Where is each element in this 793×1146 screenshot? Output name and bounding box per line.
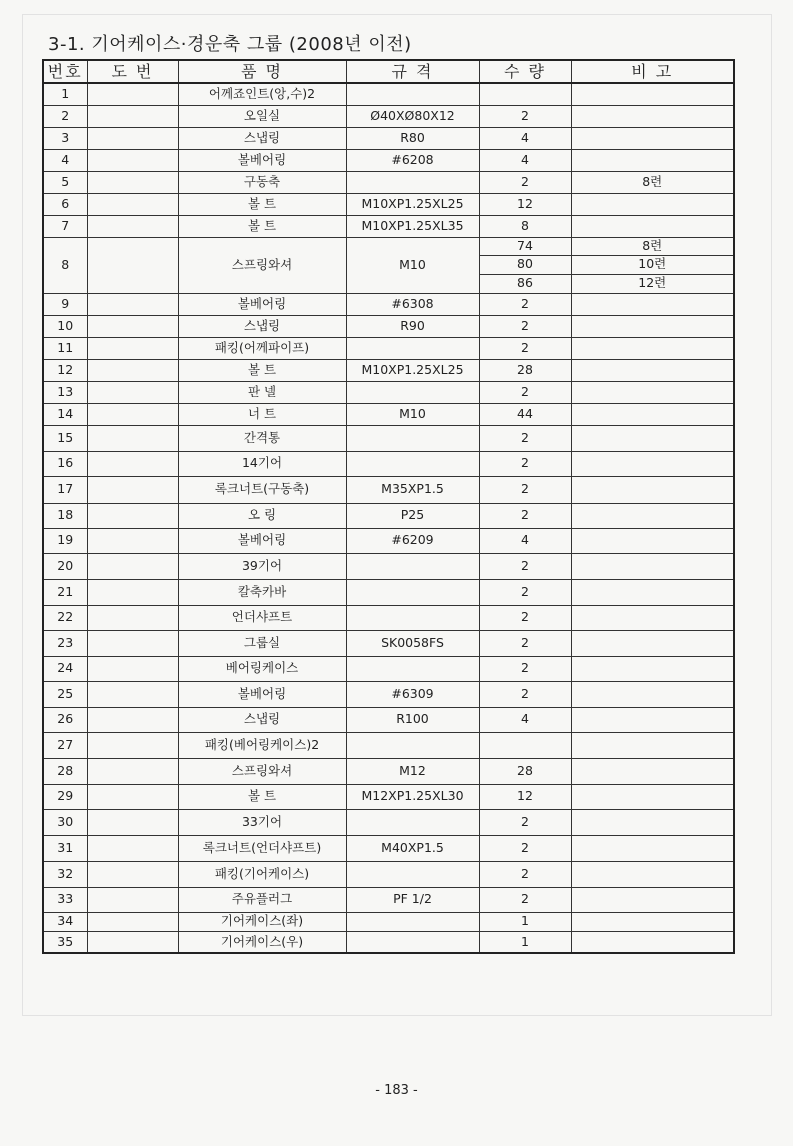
- table-row: [43, 337, 734, 359]
- cell-quantity: 2: [479, 315, 571, 337]
- table-row: [43, 809, 734, 835]
- cell-drawing: [87, 732, 178, 758]
- cell-spec: M10XP1.25XL25: [346, 359, 479, 381]
- cell-remarks: [571, 315, 734, 337]
- parts-table: [42, 59, 735, 954]
- table-row: [43, 403, 734, 425]
- cell-drawing: [87, 476, 178, 503]
- cell-spec: #6308: [346, 293, 479, 315]
- cell-remarks: [571, 83, 734, 105]
- cell-quantity: 2: [479, 605, 571, 630]
- cell-remarks: [571, 193, 734, 215]
- cell-part-name: 33기어: [178, 809, 346, 835]
- cell-quantity: 12: [479, 784, 571, 809]
- cell-drawing: [87, 758, 178, 784]
- cell-drawing: [87, 528, 178, 553]
- cell-quantity: 2: [479, 503, 571, 528]
- table-row: [43, 193, 734, 215]
- cell-number: 27: [43, 732, 87, 758]
- header-spec: 규 격: [346, 60, 479, 83]
- cell-spec: [346, 656, 479, 681]
- cell-part-name: 볼 트: [178, 215, 346, 237]
- cell-remarks: 10련: [571, 255, 734, 274]
- cell-drawing: [87, 503, 178, 528]
- cell-part-name: 록크너트(구동축): [178, 476, 346, 503]
- cell-number: 21: [43, 579, 87, 605]
- cell-part-name: 볼베어링: [178, 681, 346, 707]
- cell-spec: R90: [346, 315, 479, 337]
- cell-part-name: 볼 트: [178, 784, 346, 809]
- cell-drawing: [87, 315, 178, 337]
- table-row: [43, 707, 734, 732]
- cell-quantity: 1: [479, 931, 571, 953]
- cell-remarks: [571, 835, 734, 861]
- cell-drawing: [87, 887, 178, 912]
- cell-remarks: [571, 579, 734, 605]
- cell-number: 16: [43, 451, 87, 476]
- cell-spec: M10XP1.25XL25: [346, 193, 479, 215]
- cell-part-name: 스냅링: [178, 315, 346, 337]
- cell-number: 17: [43, 476, 87, 503]
- table-row: [43, 630, 734, 656]
- cell-quantity: 86: [479, 274, 571, 293]
- cell-remarks: [571, 425, 734, 451]
- cell-spec: [346, 553, 479, 579]
- cell-spec: [346, 425, 479, 451]
- cell-number: 8: [43, 237, 87, 293]
- cell-drawing: [87, 293, 178, 315]
- cell-quantity: 2: [479, 809, 571, 835]
- cell-quantity: 2: [479, 293, 571, 315]
- cell-remarks: [571, 476, 734, 503]
- cell-drawing: [87, 127, 178, 149]
- cell-quantity: 2: [479, 887, 571, 912]
- cell-quantity: 2: [479, 171, 571, 193]
- cell-part-name: 기어케이스(우): [178, 931, 346, 953]
- cell-remarks: [571, 605, 734, 630]
- cell-drawing: [87, 83, 178, 105]
- table-row: [43, 315, 734, 337]
- cell-spec: M12: [346, 758, 479, 784]
- cell-number: 26: [43, 707, 87, 732]
- cell-quantity: 2: [479, 835, 571, 861]
- cell-drawing: [87, 451, 178, 476]
- cell-part-name: 스냅링: [178, 127, 346, 149]
- cell-remarks: [571, 887, 734, 912]
- cell-part-name: 스프링와셔: [178, 237, 346, 293]
- cell-number: 7: [43, 215, 87, 237]
- cell-quantity: 4: [479, 528, 571, 553]
- cell-part-name: 스프링와셔: [178, 758, 346, 784]
- cell-number: 9: [43, 293, 87, 315]
- cell-number: 6: [43, 193, 87, 215]
- cell-drawing: [87, 835, 178, 861]
- cell-spec: [346, 83, 479, 105]
- cell-spec: [346, 861, 479, 887]
- cell-remarks: [571, 681, 734, 707]
- cell-part-name: 패킹(기어케이스): [178, 861, 346, 887]
- cell-quantity: [479, 732, 571, 758]
- cell-drawing: [87, 553, 178, 579]
- page-title: 3-1. 기어케이스·경운축 그룹 (2008년 이전): [48, 34, 412, 55]
- cell-quantity: 2: [479, 681, 571, 707]
- cell-number: 20: [43, 553, 87, 579]
- cell-remarks: [571, 403, 734, 425]
- cell-drawing: [87, 809, 178, 835]
- cell-number: 2: [43, 105, 87, 127]
- cell-part-name: 오 링: [178, 503, 346, 528]
- table-row: [43, 425, 734, 451]
- cell-drawing: [87, 359, 178, 381]
- cell-quantity: 2: [479, 451, 571, 476]
- table-row: [43, 105, 734, 127]
- cell-number: 12: [43, 359, 87, 381]
- header-part-name: 품 명: [178, 60, 346, 83]
- cell-number: 24: [43, 656, 87, 681]
- cell-remarks: [571, 381, 734, 403]
- cell-quantity: [479, 83, 571, 105]
- cell-part-name: 스냅링: [178, 707, 346, 732]
- cell-remarks: [571, 215, 734, 237]
- cell-remarks: [571, 931, 734, 953]
- table-row: [43, 83, 734, 105]
- cell-quantity: 2: [479, 381, 571, 403]
- cell-part-name: 볼베어링: [178, 293, 346, 315]
- cell-drawing: [87, 707, 178, 732]
- cell-remarks: 12련: [571, 274, 734, 293]
- table-row: [43, 451, 734, 476]
- table-row: [43, 149, 734, 171]
- parts-table-body: [43, 83, 734, 953]
- table-row: [43, 784, 734, 809]
- cell-drawing: [87, 425, 178, 451]
- cell-spec: PF 1/2: [346, 887, 479, 912]
- table-row: [43, 605, 734, 630]
- cell-part-name: 주유플러그: [178, 887, 346, 912]
- cell-part-name: 베어링케이스: [178, 656, 346, 681]
- cell-part-name: 볼 트: [178, 193, 346, 215]
- cell-spec: M35XP1.5: [346, 476, 479, 503]
- cell-number: 10: [43, 315, 87, 337]
- cell-remarks: [571, 809, 734, 835]
- cell-remarks: [571, 732, 734, 758]
- cell-remarks: [571, 912, 734, 931]
- cell-drawing: [87, 237, 178, 293]
- cell-spec: [346, 337, 479, 359]
- cell-drawing: [87, 861, 178, 887]
- cell-number: 23: [43, 630, 87, 656]
- cell-quantity: 8: [479, 215, 571, 237]
- table-row: [43, 171, 734, 193]
- cell-number: 25: [43, 681, 87, 707]
- cell-remarks: [571, 528, 734, 553]
- cell-remarks: 8련: [571, 237, 734, 255]
- cell-number: 28: [43, 758, 87, 784]
- table-row: [43, 359, 734, 381]
- cell-quantity: 2: [479, 630, 571, 656]
- cell-spec: R100: [346, 707, 479, 732]
- cell-part-name: 판 넬: [178, 381, 346, 403]
- cell-drawing: [87, 784, 178, 809]
- cell-remarks: [571, 758, 734, 784]
- cell-spec: [346, 809, 479, 835]
- cell-remarks: 8련: [571, 171, 734, 193]
- cell-number: 13: [43, 381, 87, 403]
- cell-spec: [346, 912, 479, 931]
- cell-spec: [346, 931, 479, 953]
- cell-quantity: 4: [479, 149, 571, 171]
- cell-drawing: [87, 656, 178, 681]
- table-row: [43, 127, 734, 149]
- cell-drawing: [87, 337, 178, 359]
- table-row: [43, 887, 734, 912]
- cell-part-name: 언더샤프트: [178, 605, 346, 630]
- cell-spec: [346, 381, 479, 403]
- cell-quantity: 74: [479, 237, 571, 255]
- table-row: [43, 237, 734, 255]
- cell-number: 22: [43, 605, 87, 630]
- cell-number: 14: [43, 403, 87, 425]
- cell-drawing: [87, 215, 178, 237]
- cell-quantity: 2: [479, 105, 571, 127]
- cell-spec: [346, 605, 479, 630]
- table-row: [43, 215, 734, 237]
- cell-number: 34: [43, 912, 87, 931]
- header-remarks: 비 고: [571, 60, 734, 83]
- cell-part-name: 볼 트: [178, 359, 346, 381]
- cell-part-name: 볼베어링: [178, 528, 346, 553]
- cell-drawing: [87, 171, 178, 193]
- cell-drawing: [87, 381, 178, 403]
- cell-spec: M40XP1.5: [346, 835, 479, 861]
- cell-spec: SK0058FS: [346, 630, 479, 656]
- cell-part-name: 패킹(어께파이프): [178, 337, 346, 359]
- cell-number: 33: [43, 887, 87, 912]
- cell-number: 15: [43, 425, 87, 451]
- header-number: 번호: [43, 60, 87, 83]
- cell-spec: R80: [346, 127, 479, 149]
- table-row: [43, 835, 734, 861]
- cell-remarks: [571, 105, 734, 127]
- cell-remarks: [571, 503, 734, 528]
- cell-quantity: 44: [479, 403, 571, 425]
- cell-spec: #6209: [346, 528, 479, 553]
- header-quantity: 수 량: [479, 60, 571, 83]
- cell-number: 1: [43, 83, 87, 105]
- table-row: [43, 732, 734, 758]
- cell-spec: #6208: [346, 149, 479, 171]
- cell-part-name: 14기어: [178, 451, 346, 476]
- cell-drawing: [87, 931, 178, 953]
- cell-quantity: 28: [479, 758, 571, 784]
- cell-part-name: 어께죠인트(앙,수)2: [178, 83, 346, 105]
- cell-quantity: 2: [479, 553, 571, 579]
- cell-spec: [346, 171, 479, 193]
- table-header-row: [43, 60, 734, 83]
- cell-spec: [346, 451, 479, 476]
- table-row: [43, 912, 734, 931]
- cell-remarks: [571, 127, 734, 149]
- cell-drawing: [87, 579, 178, 605]
- cell-spec: [346, 579, 479, 605]
- cell-part-name: 39기어: [178, 553, 346, 579]
- cell-quantity: 28: [479, 359, 571, 381]
- cell-number: 32: [43, 861, 87, 887]
- table-row: [43, 528, 734, 553]
- cell-part-name: 록크너트(언더샤프트): [178, 835, 346, 861]
- cell-spec: M10: [346, 237, 479, 293]
- cell-remarks: [571, 149, 734, 171]
- cell-drawing: [87, 193, 178, 215]
- cell-remarks: [571, 784, 734, 809]
- cell-spec: M10XP1.25XL35: [346, 215, 479, 237]
- cell-number: 29: [43, 784, 87, 809]
- table-row: [43, 656, 734, 681]
- cell-part-name: 구동축: [178, 171, 346, 193]
- cell-spec: Ø40XØ80X12: [346, 105, 479, 127]
- cell-spec: M12XP1.25XL30: [346, 784, 479, 809]
- cell-quantity: 12: [479, 193, 571, 215]
- cell-quantity: 2: [479, 656, 571, 681]
- cell-part-name: 그룹실: [178, 630, 346, 656]
- cell-drawing: [87, 681, 178, 707]
- cell-spec: P25: [346, 503, 479, 528]
- cell-spec: #6309: [346, 681, 479, 707]
- cell-part-name: 오일실: [178, 105, 346, 127]
- table-row: [43, 476, 734, 503]
- cell-quantity: 1: [479, 912, 571, 931]
- cell-number: 31: [43, 835, 87, 861]
- cell-quantity: 2: [479, 579, 571, 605]
- cell-quantity: 4: [479, 707, 571, 732]
- table-row: [43, 931, 734, 953]
- cell-number: 3: [43, 127, 87, 149]
- cell-part-name: 간격통: [178, 425, 346, 451]
- cell-number: 19: [43, 528, 87, 553]
- cell-drawing: [87, 630, 178, 656]
- cell-number: 4: [43, 149, 87, 171]
- cell-remarks: [571, 293, 734, 315]
- cell-quantity: 2: [479, 425, 571, 451]
- cell-remarks: [571, 359, 734, 381]
- cell-remarks: [571, 451, 734, 476]
- cell-number: 35: [43, 931, 87, 953]
- cell-quantity: 2: [479, 337, 571, 359]
- cell-remarks: [571, 656, 734, 681]
- cell-drawing: [87, 912, 178, 931]
- cell-drawing: [87, 605, 178, 630]
- cell-part-name: 칼축카바: [178, 579, 346, 605]
- cell-quantity: 4: [479, 127, 571, 149]
- header-drawing: 도 번: [87, 60, 178, 83]
- cell-number: 5: [43, 171, 87, 193]
- cell-spec: M10: [346, 403, 479, 425]
- cell-remarks: [571, 707, 734, 732]
- table-row: [43, 861, 734, 887]
- table-row: [43, 553, 734, 579]
- table-row: [43, 293, 734, 315]
- table-row: [43, 503, 734, 528]
- cell-number: 30: [43, 809, 87, 835]
- cell-remarks: [571, 861, 734, 887]
- cell-drawing: [87, 149, 178, 171]
- cell-remarks: [571, 337, 734, 359]
- cell-quantity: 2: [479, 861, 571, 887]
- cell-quantity: 2: [479, 476, 571, 503]
- table-row: [43, 681, 734, 707]
- cell-number: 18: [43, 503, 87, 528]
- cell-remarks: [571, 630, 734, 656]
- page-number: - 183 -: [375, 1083, 418, 1098]
- table-row: [43, 381, 734, 403]
- cell-part-name: 패킹(베어링케이스)2: [178, 732, 346, 758]
- table-row: [43, 758, 734, 784]
- cell-part-name: 볼베어링: [178, 149, 346, 171]
- cell-part-name: 너 트: [178, 403, 346, 425]
- cell-drawing: [87, 403, 178, 425]
- cell-part-name: 기어케이스(좌): [178, 912, 346, 931]
- table-row: [43, 579, 734, 605]
- cell-spec: [346, 732, 479, 758]
- cell-remarks: [571, 553, 734, 579]
- cell-quantity: 80: [479, 255, 571, 274]
- cell-drawing: [87, 105, 178, 127]
- cell-number: 11: [43, 337, 87, 359]
